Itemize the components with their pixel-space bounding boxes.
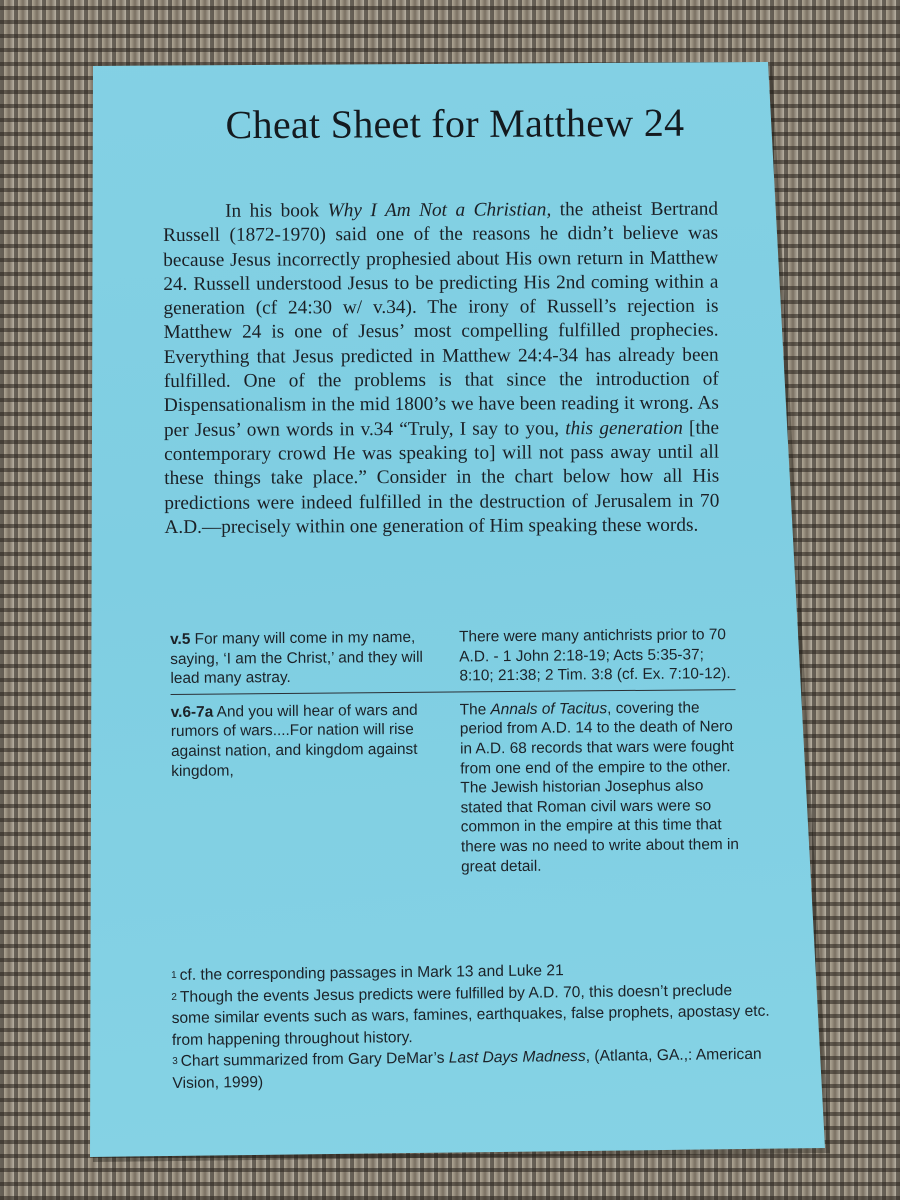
- footnote-number: 1: [171, 969, 177, 981]
- prophecy-chart: [170, 625, 747, 879]
- intro-text-part3: [the contemporary crowd He was speaking to] will not pass away until all these things take place.” Consider in the chart below how all His predictions were indeed fulfilled in the destruction of Jerusalem in 70 A.D.—precisely within one generation of Him speaking these words.: [164, 417, 720, 538]
- prediction-cell: [170, 628, 448, 689]
- footnote-number: 2: [171, 991, 178, 1003]
- fulfillment-text: There were many antichrists prior to 70 A.D. - 1 John 2:18-19; Acts 5:35-37; 8:10; 21:38; 2 Tim. 3:8 (cf. Ex. 7:10-12).: [458, 626, 731, 685]
- fulfillment-text-continued: , covering the period from A.D. 14 to the death of Nero in A.D. 68 records that wars were fought from one end of the empire to the other. The Jewish historian Josephus also stated that Roman civil wars were so common in the empire at this time that there was no need to write about them in great detail.: [459, 699, 740, 875]
- fulfillment-text: The: [459, 700, 491, 719]
- intro-paragraph: [163, 198, 719, 541]
- book-title: Why I Am Not a Christian,: [327, 199, 552, 222]
- footnote-text: cf. the corresponding passages in Mark 13 and Luke 21: [179, 962, 564, 984]
- intro-text-part1: In his book: [225, 200, 328, 222]
- footnote-2: [171, 979, 772, 1051]
- footnote-text-continued: , (Atlanta, GA.,: American Vision, 1999): [172, 1045, 762, 1092]
- prediction-text: And you will hear of wars and rumors of wars....For nation will rise against nation, and kingdom against kingdom,: [170, 701, 418, 780]
- intro-text-part2: the atheist Bertrand Russell (1872-1970) said one of the reasons he didn’t believe was because Jesus incorrectly prophesied about His own return in Matthew 24. Russell understood Jesus to be predicting His 2nd coming within a generation (cf 24:30 w/ v.34). The irony of Russell’s rejection is Matthew 24 is one of Jesus’ most compelling fulfilled prophecies. Everything that Jesus predicted in Matthew 24:4-34 has already been fulfilled. One of the problems is that since the introduction of Dispensationalism in the mid 1800’s we have been reading it wrong. As per Jesus’ own words in v.34 “Truly, I say to you,: [163, 198, 719, 441]
- row-divider: [171, 689, 736, 695]
- fulfillment-cell: [460, 698, 742, 877]
- footnote-3: [172, 1044, 772, 1094]
- footnote-text: Chart summarized from Gary DeMar’s: [180, 1049, 449, 1070]
- prediction-text: For many will come in my name, saying, ‘I am the Christ,’ and they will lead many astray.: [170, 628, 423, 688]
- chart-row: [170, 625, 745, 689]
- chart-row: [171, 698, 748, 879]
- emphasis-this-generation: this generation: [565, 417, 683, 439]
- footnote-source-title: Last Days Madness: [448, 1047, 586, 1067]
- prediction-cell: [171, 700, 450, 879]
- footnotes: [171, 958, 773, 1094]
- fulfillment-italic: Annals of Tacitus: [490, 699, 608, 718]
- footnote-text: Though the events Jesus predicts were fulfilled by A.D. 70, this doesn’t preclude some similar events such as wars, famines, earthquakes, false prophets, apostasy etc. from happening throughout history.: [171, 981, 770, 1049]
- verse-reference: v.6-7a: [170, 703, 214, 721]
- footnote-number: 3: [172, 1055, 178, 1067]
- verse-reference: v.5: [170, 630, 191, 648]
- document-title: Cheat Sheet for Matthew 24: [225, 99, 685, 148]
- fulfillment-cell: [459, 625, 740, 686]
